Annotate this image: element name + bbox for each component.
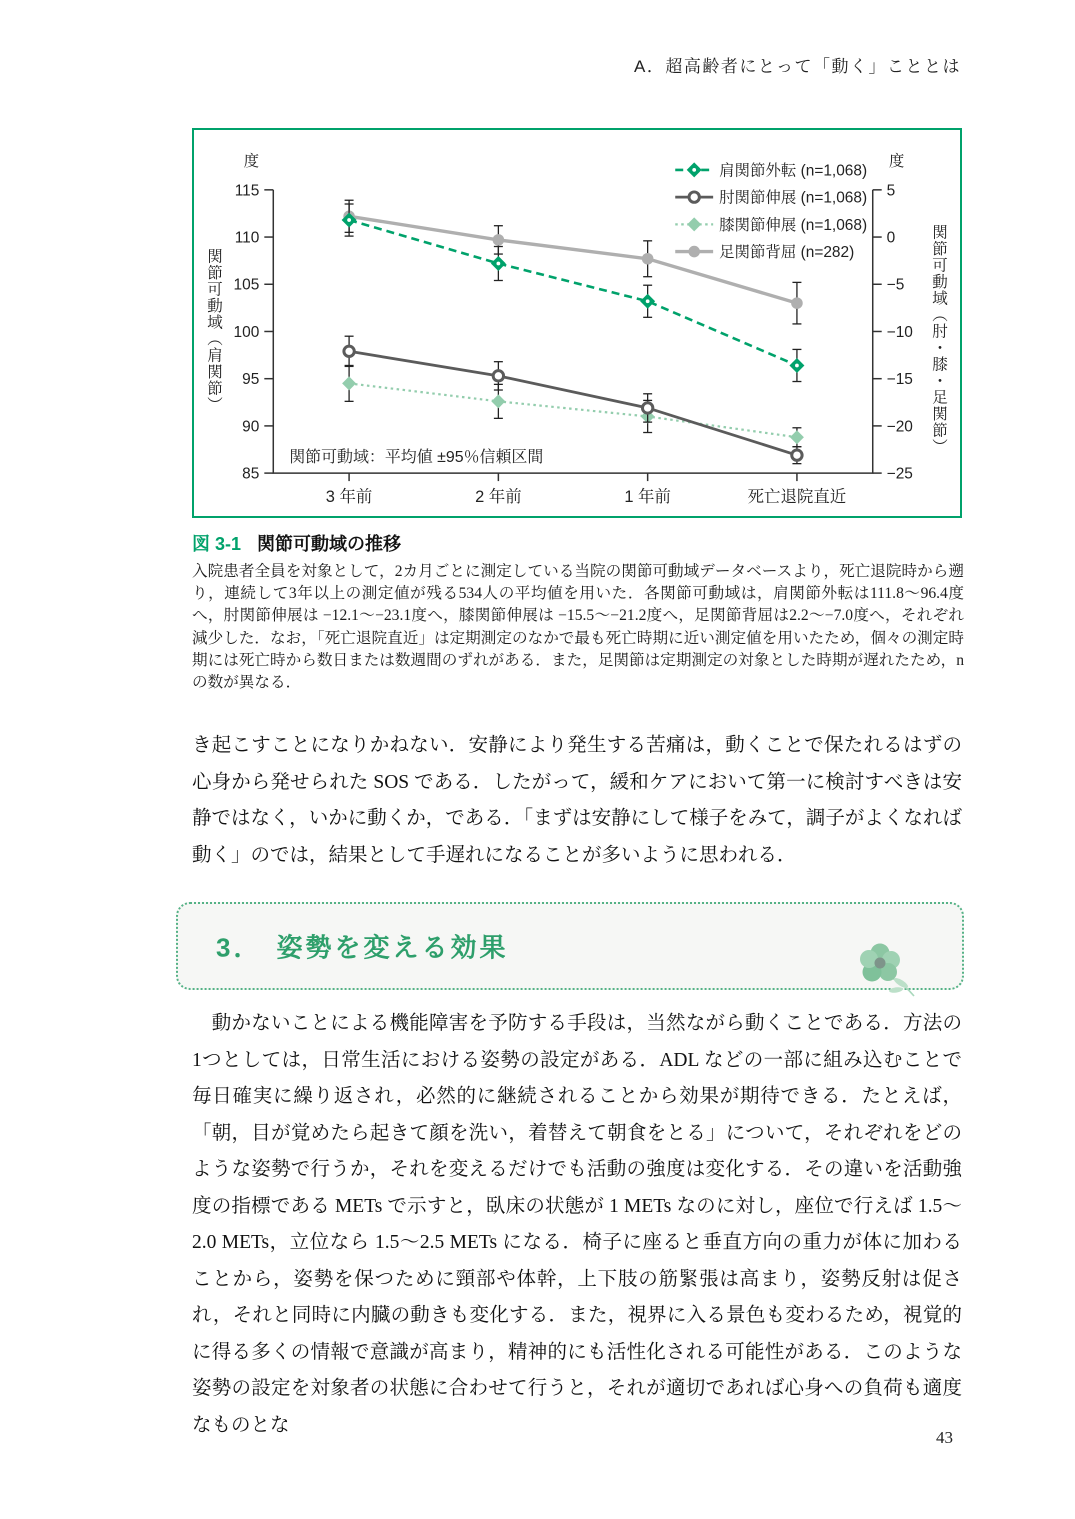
data-point: [342, 376, 356, 390]
section-number: 3．: [216, 932, 263, 963]
left-tick-label: 85: [242, 465, 260, 483]
legend-label: 足関節背屈 (n=282): [719, 244, 855, 262]
data-point: [493, 234, 505, 246]
legend-entry: [675, 189, 867, 207]
right-tick-label: −25: [886, 465, 913, 483]
legend-entry: [675, 216, 867, 234]
y-axis-right: [873, 152, 913, 483]
series-line: [349, 351, 797, 455]
left-axis-unit: 度: [243, 152, 260, 170]
left-tick-label: 105: [233, 276, 260, 294]
data-point: [493, 371, 503, 381]
series-line: [349, 220, 797, 365]
figure-caption-title: 関節可動域の推移: [257, 534, 402, 554]
series-肘関節伸展 (n=1,068): [344, 336, 802, 463]
right-tick-label: 5: [886, 182, 896, 200]
data-point: [792, 450, 802, 460]
data-point: [791, 297, 803, 309]
data-point: [642, 253, 654, 265]
legend-label: 肩関節外転 (n=1,068): [719, 162, 868, 180]
legend-label: 膝関節伸展 (n=1,068): [719, 216, 868, 234]
page-number: 43: [936, 1428, 953, 1447]
paragraph-continuation: き起こすことになりかねない．安静により発生する苦痛は，動くことで保たれるはずの心身から発せられた SOS である．したがって，緩和ケアにおいて第一に検討すべきは安静ではなく，いかに動くか，である．「まずは安静にして様子をみて，調子がよくなれば動く」のでは，結果として手遅れになることが多いように思われる．: [192, 735, 962, 866]
section-title: 姿勢を変える効果: [276, 932, 509, 963]
left-tick-label: 110: [234, 229, 260, 247]
legend: [675, 161, 867, 261]
y-axis-left: [234, 152, 274, 483]
figure-3-1-box: [192, 128, 962, 518]
data-point: [642, 403, 652, 413]
left-tick-label: 90: [242, 418, 260, 436]
left-tick-label: 115: [234, 182, 260, 200]
x-tick-label: 2 年前: [475, 488, 522, 507]
legend-entry: [675, 243, 854, 261]
left-tick-label: 95: [242, 371, 260, 389]
x-tick-label: 1 年前: [624, 488, 671, 507]
right-axis-title: 関節可動域（肘・膝・足関節）: [930, 224, 947, 455]
flower-petals: [860, 944, 900, 982]
chart-note: 関節可動域：平均値 ±95％信頼区間: [289, 449, 544, 467]
right-tick-label: 0: [886, 229, 896, 247]
data-point: [689, 192, 699, 202]
right-axis-unit: 度: [888, 152, 905, 170]
left-axis-title: 関節可動域（肩関節）: [205, 248, 222, 413]
paragraph-main: 動かないことによる機能障害を予防する手段は，当然ながら動くことである．方法の1つとしては，日常生活における姿勢の設定がある．ADL などの一部に組み込むことで毎日確実に繰り返され，必然的に継続されることから効果が期待できる．たとえば，「朝，目が覚めたら起きて顔を洗い，着替えて朝食をとる」について，それぞれをどのような姿勢で行うか，それを変えるだけでも活動の強度は変化する．その違いを活動強度の指標である METs で示すと，臥床の状態が 1 METs なのに対し，座位で行えば 1.5〜2.0 METs，立位なら 1.5〜2.5 METs になる．椅子に座ると垂直方向の重力が体に加わることから，姿勢を保つために頸部や体幹，上下肢の筋緊張は高まり，姿勢反射は促され，それと同時に内臓の動きも変化する．また，視界に入る景色も変わるため，視覚的に得る多くの情報で意識が高まり，精神的にも活性化される可能性がある．このような姿勢の設定を対象者の状態に合わせて行うと，それが適切であれば心身への負荷も適度なものとな: [192, 1013, 962, 1436]
x-tick-label: 死亡退院直近: [747, 488, 847, 507]
running-header: A．超高齢者にとって「動く」こととは: [634, 57, 961, 76]
figure-caption-label: 図 3-1: [192, 534, 242, 554]
rom-line-chart: [194, 130, 959, 515]
section-heading-box: [176, 902, 964, 990]
right-tick-label: −5: [886, 276, 905, 294]
left-tick-label: 100: [233, 323, 260, 341]
data-point: [688, 246, 700, 258]
right-tick-label: −20: [886, 418, 913, 436]
data-point: [491, 394, 505, 408]
data-point: [687, 217, 701, 231]
legend-label: 肘関節伸展 (n=1,068): [719, 189, 868, 207]
chart-canvas: [194, 130, 959, 515]
flower-center: [875, 958, 886, 969]
x-axis: [326, 473, 846, 506]
right-tick-label: −15: [886, 371, 913, 389]
figure-caption-heading: [192, 530, 964, 556]
x-tick-label: 3 年前: [325, 488, 373, 507]
right-tick-label: −10: [886, 323, 913, 341]
figure-caption: [192, 530, 964, 694]
section-heading: [216, 928, 508, 965]
data-point: [344, 346, 354, 356]
flower-icon: [846, 938, 920, 1000]
data-point: [790, 430, 804, 444]
legend-entry: [675, 161, 867, 179]
figure-caption-body: 入院患者全員を対象として，2カ月ごとに測定している当院の関節可動域データベースより，死亡退院時から遡り，連続して3年以上の測定値が残る534人の平均値を用いた．各関節可動域は，肩関節外転は111.8〜96.4度へ，肘関節伸展は −12.1〜−23.1度へ，膝関節伸展は −15.5〜−21.2度へ，足関節背屈は2.2〜−7.0度へ，それぞれ減少した．なお，「死亡退院直近」は定期測定のなかで最も死亡時期に近い測定値を用いたため，個々の測定時期には死亡時から数日または数週間のずれがある．また，足関節は定期測定の対象とした時期が遅れたため，nの数が異なる．: [192, 563, 964, 692]
